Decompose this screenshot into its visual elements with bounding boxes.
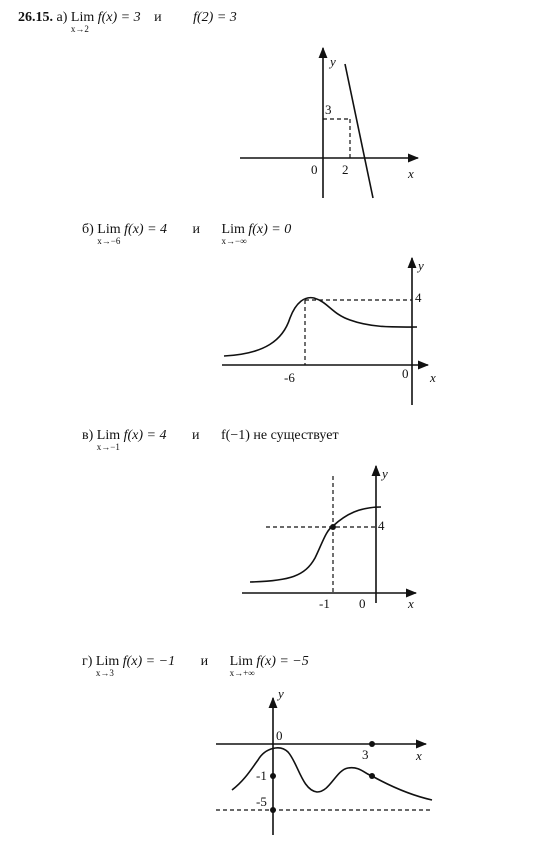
part-v-label: в) bbox=[82, 428, 94, 443]
graph-a-y-tick: 3 bbox=[325, 102, 332, 117]
graph-a-origin: 0 bbox=[311, 162, 318, 177]
part-v-limit-1-expr: f(x) = 4 bbox=[123, 428, 167, 443]
part-v-cond-2: f(−1) не существует bbox=[221, 428, 339, 443]
graph-b-origin: 0 bbox=[402, 366, 409, 381]
part-g-sep: и bbox=[200, 654, 209, 669]
graph-g-x-label: x bbox=[416, 748, 422, 763]
graph-g bbox=[216, 698, 432, 835]
part-g-limit-1-expr: f(x) = −1 bbox=[122, 654, 176, 669]
graph-g-point-y5 bbox=[270, 807, 276, 813]
graph-b-curve bbox=[224, 298, 417, 356]
graph-a-y-label: y bbox=[330, 54, 336, 69]
graph-a-x-label: x bbox=[408, 166, 414, 181]
graph-b-y-tick: 4 bbox=[415, 290, 422, 305]
part-v-sep: и bbox=[192, 428, 200, 443]
graph-b-y-label: y bbox=[418, 258, 424, 273]
graph-v-origin: 0 bbox=[359, 596, 366, 611]
part-b-limit-1: Lim x→−6 bbox=[97, 222, 121, 246]
graph-g-point-x3 bbox=[369, 741, 375, 747]
graph-v-y-tick: 4 bbox=[378, 518, 385, 533]
graph-a-x-tick: 2 bbox=[342, 162, 349, 177]
graph-b bbox=[222, 258, 428, 405]
graph-g-y-tick-5: -5 bbox=[256, 794, 267, 809]
graph-v-point bbox=[330, 524, 336, 530]
part-b-limit-2: Lim x→−∞ bbox=[221, 222, 247, 246]
part-a-label: а) bbox=[56, 10, 68, 25]
problem-number: 26.15. bbox=[18, 10, 53, 25]
graph-v-x-label: x bbox=[408, 596, 414, 611]
graph-g-y-tick-1: -1 bbox=[256, 768, 267, 783]
graph-v-curve bbox=[250, 507, 381, 582]
graph-v-x-tick: -1 bbox=[319, 596, 330, 611]
graph-g-y-label: y bbox=[278, 686, 284, 701]
graph-a bbox=[240, 48, 418, 198]
graph-g-x-tick: 3 bbox=[362, 747, 369, 762]
part-a-limit-1: Lim x→2 bbox=[70, 10, 95, 34]
part-g-limit-2: Lim x→+∞ bbox=[229, 654, 255, 678]
part-g-label: г) bbox=[82, 654, 93, 669]
part-g-limit-1: Lim x→3 bbox=[95, 654, 120, 678]
part-b-label: б) bbox=[82, 222, 94, 237]
graph-g-point-curve bbox=[369, 773, 375, 779]
graph-g-origin: 0 bbox=[276, 728, 283, 743]
part-a-limit-1-expr: f(x) = 3 bbox=[97, 10, 141, 25]
graph-g-point-y1 bbox=[270, 773, 276, 779]
graph-a-line bbox=[345, 64, 373, 198]
part-a-cond-2: f(2) = 3 bbox=[193, 10, 237, 25]
part-b-limit-1-expr: f(x) = 4 bbox=[124, 222, 168, 237]
graph-v-y-label: y bbox=[382, 466, 388, 481]
graph-v bbox=[242, 466, 416, 603]
part-b-limit-2-expr: f(x) = 0 bbox=[248, 222, 292, 237]
graph-b-x-label: x bbox=[430, 370, 436, 385]
part-v-limit-1: Lim x→−1 bbox=[96, 428, 121, 452]
part-b-sep: и bbox=[192, 222, 201, 237]
part-a-sep: и bbox=[154, 10, 162, 25]
graph-b-x-tick: -6 bbox=[284, 370, 295, 385]
part-g-limit-2-expr: f(x) = −5 bbox=[256, 654, 309, 669]
